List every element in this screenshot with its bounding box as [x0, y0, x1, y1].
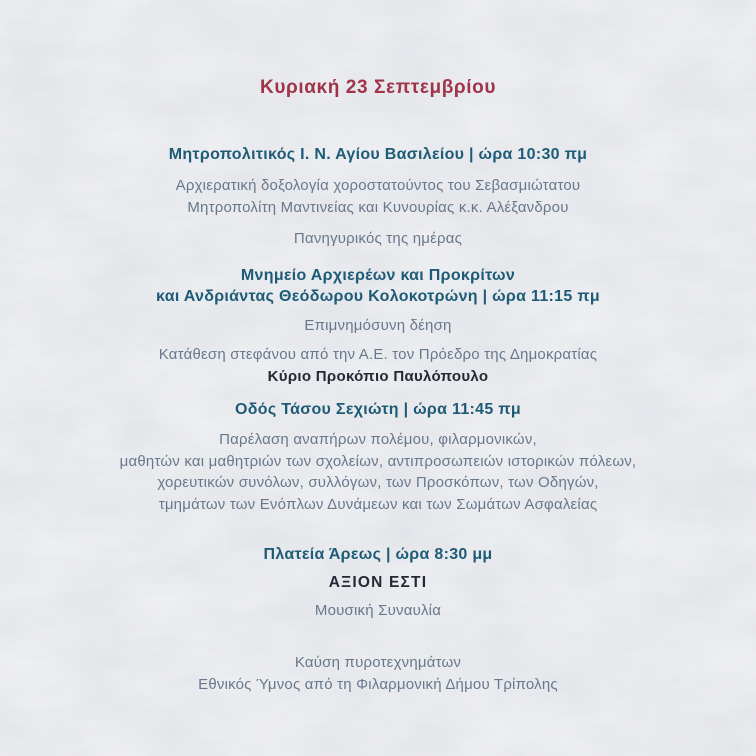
- heading-line: και Ανδριάντας Θεόδωρου Κολοκοτρώνη | ώρα 11:15 πμ: [156, 287, 600, 305]
- paragraph-fireworks: [0, 652, 756, 695]
- section-cathedral: [0, 144, 756, 250]
- paragraph-memorial-service: [0, 315, 756, 337]
- text-line: μαθητών και μαθητριών των σχολείων, αντιπροσωπειών ιστορικών πόλεων,: [119, 452, 637, 470]
- section-heading: [0, 544, 756, 565]
- text-line: Πανηγυρικός της ημέρας: [293, 230, 463, 247]
- text-line: Μουσική Συναυλία: [314, 601, 442, 619]
- section-parade: [0, 399, 756, 515]
- section-square: [0, 544, 756, 695]
- date-title: Κυριακή 23 Σεπτεμβρίου: [260, 77, 496, 98]
- section-heading: [0, 265, 756, 307]
- section-memorial: [0, 265, 756, 388]
- text-line: Παρέλαση αναπήρων πολέμου, φιλαρμονικών,: [219, 431, 537, 448]
- text-line: χορευτικών συνόλων, συλλόγων, των Προσκόπων, των Οδηγών,: [157, 474, 599, 491]
- paragraph-speech: [0, 228, 756, 250]
- text-line: Καύση πυροτεχνημάτων: [294, 654, 462, 671]
- text-line: Επιμνημόσυνη δέηση: [304, 316, 452, 334]
- text-line: Εθνικός Ύμνος από τη Φιλαρμονική Δήμου Τρίπολης: [198, 675, 558, 693]
- paragraph-doxology: [0, 175, 756, 218]
- heading-line: Πλατεία Άρεως | ώρα 8:30 μμ: [263, 546, 493, 563]
- text-line: ΑΞΙΟΝ ΕΣΤΙ: [328, 574, 428, 591]
- text-line: Κατάθεση στεφάνου από την Α.Ε. τον Πρόεδρο της Δημοκρατίας: [158, 346, 598, 363]
- text-line: τμημάτων των Ενόπλων Δυνάμεων και των Σωμάτων Ασφαλείας: [158, 495, 598, 513]
- paragraph-wreath: [0, 344, 756, 387]
- section-heading: [0, 144, 756, 165]
- paragraph-parade: [0, 429, 756, 515]
- text-line: Μητροπολίτη Μαντινείας και Κυνουρίας κ.κ. Αλέξανδρου: [187, 198, 569, 216]
- president-name: Κύριο Προκόπιο Παυλόπουλο: [267, 367, 489, 385]
- paragraph-concert: [0, 600, 756, 622]
- section-heading: [0, 399, 756, 420]
- heading-line: Οδός Τάσου Σεχιώτη | ώρα 11:45 πμ: [235, 401, 521, 418]
- heading-line: Μνημείο Αρχιερέων και Προκρίτων: [240, 266, 516, 284]
- concert-title: [0, 572, 756, 594]
- heading-line: Μητροπολιτικός Ι. Ν. Αγίου Βασιλείου | ώρα 10:30 πμ: [168, 146, 588, 163]
- text-line: Αρχιερατική δοξολογία χοροστατούντος του Σεβασμιώτατου: [175, 177, 581, 194]
